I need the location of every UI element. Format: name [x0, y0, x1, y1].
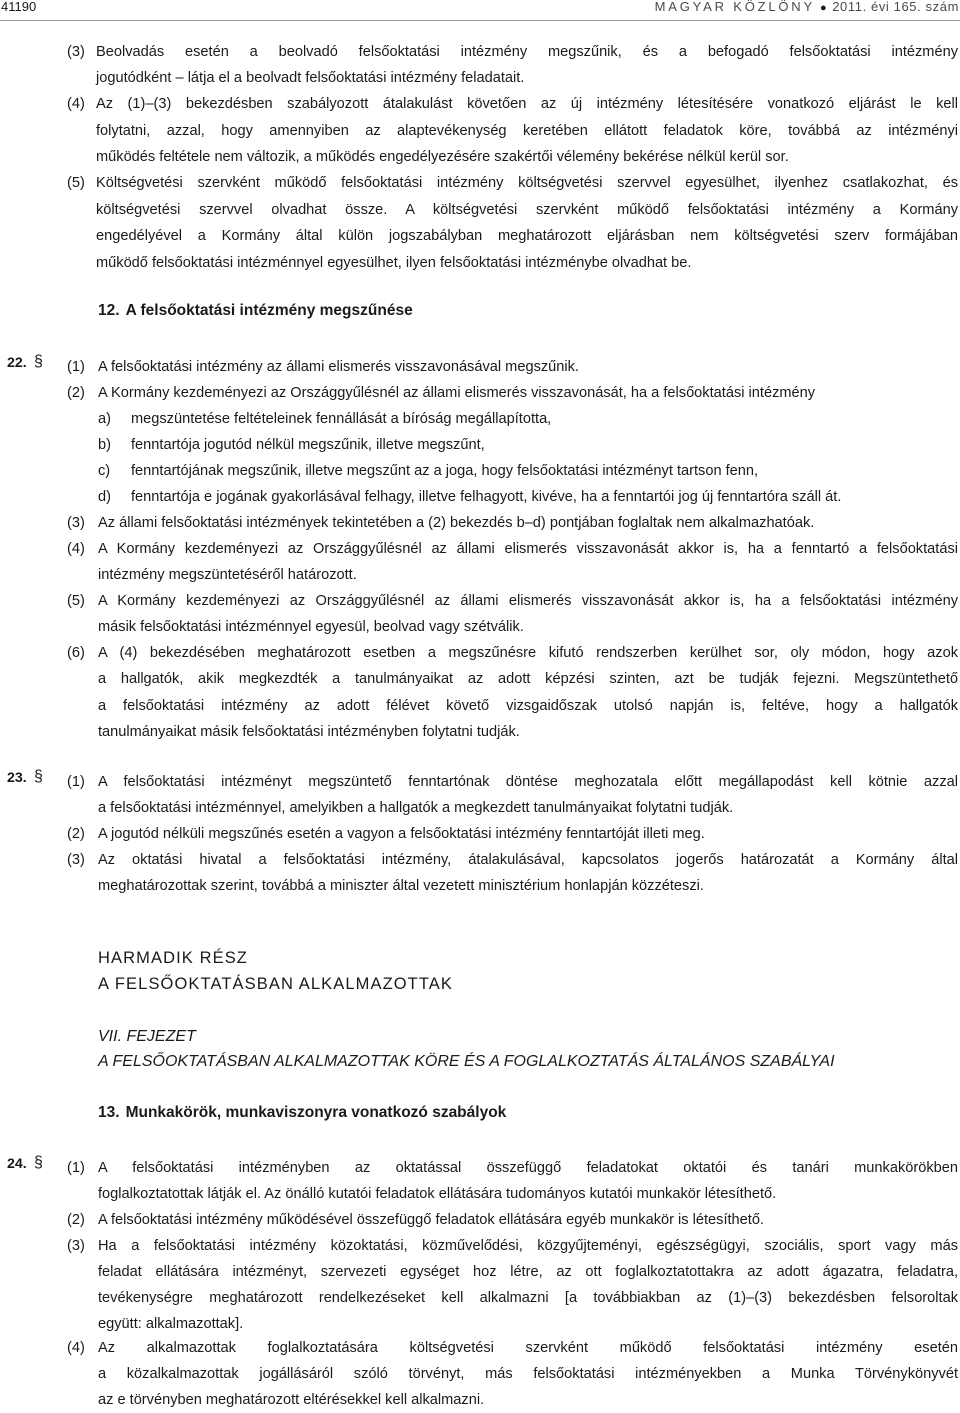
running-title [655, 0, 959, 14]
paragraph-line: A jogutód nélküli megszűnés esetén a vagyon a felsőoktatási intézmény fenntartóját illeti meg. [98, 826, 705, 842]
list-item-text: megszüntetése feltételeinek fennállását a bíróság megállapította, [131, 411, 552, 427]
section-title-12 [98, 302, 413, 320]
paragraph-number: (3) [67, 852, 85, 868]
list-item-text: fenntartója jogutód nélkül megszűnik, illetve megszűnt, [131, 437, 485, 453]
paragraph-line: Beolvadás esetén a beolvadó felsőoktatási intézmény megszűnik, és a befogadó felsőoktatási intézmény [96, 44, 958, 60]
section-sign-icon: § [34, 353, 43, 370]
running-header [0, 0, 960, 16]
list-item-text: fenntartója e jogának gyakorlásával felhagy, illetve felhagyott, kivéve, ha a fenntartói jog új fenntartóra száll át. [131, 489, 842, 505]
paragraph-24-4 [67, 1335, 958, 1413]
list-item [98, 458, 758, 484]
paragraph-number: (3) [67, 1238, 85, 1254]
section-sign-icon: § [34, 768, 43, 785]
paragraph-23-1 [67, 769, 958, 821]
paragraph-line: A felsőoktatási intézményt megszüntető fenntartónak döntése meghozatala előtt megállapodást kell kötnie azzal [98, 774, 958, 790]
list-item-letter: c) [98, 463, 111, 479]
paragraph-number: (6) [67, 645, 85, 661]
paragraph-line: Költségvetési szervként működő felsőoktatási intézmény költségvetési szervvel egyesülhet, ilyenhez csatlakozhat, és [96, 175, 958, 191]
paragraph-line: együtt: alkalmazottak]. [98, 1316, 244, 1332]
paragraph-line: Az állami felsőoktatási intézmények tekintetében a (2) bekezdés b–d) pontjában foglaltak nem alkalmazhatóak. [98, 515, 815, 531]
paragraph-line: működő felsőoktatási intézménnyel egyesülhet, ilyen felsőoktatási intézménybe olvadhat be. [96, 254, 692, 271]
paragraph-number: (4) [67, 1340, 85, 1356]
paragraph-22-6 [67, 640, 958, 745]
section-title-text: Munkakörök, munkaviszonyra vonatkozó szabályok [125, 1104, 507, 1121]
paragraph-line: intézmény megszüntetéséről határozott. [98, 567, 357, 583]
part-heading-number: HARMADIK RÉSZ [98, 949, 248, 967]
paragraph-line: feladat ellátására intézményt, szervezeti egységet hoz létre, az ott foglalkoztatottakra az adott ágazatra, feladatra, [98, 1264, 958, 1280]
list-item [98, 484, 841, 510]
paragraph-line: jogutódként – látja el a beolvadt felsőoktatási intézmény feladatait. [96, 70, 525, 86]
part-heading-title: A FELSŐOKTATÁSBAN ALKALMAZOTTAK [98, 975, 454, 993]
paragraph-line: működés feltétele nem változik, a működés engedélyezésére szakértői vélemény bekérése nélkül kerül sor. [96, 149, 789, 165]
paragraph-24-1 [67, 1155, 958, 1207]
paragraph-number: (2) [67, 385, 85, 401]
issue-label: 2011. évi 165. szám [832, 0, 959, 14]
paragraph-line: az e törvényben meghatározott eltérésekkel kell alkalmazni. [98, 1392, 485, 1408]
paragraph-number: (2) [67, 1212, 85, 1228]
article-label: 24. [7, 1156, 27, 1172]
paragraph-number: (3) [67, 44, 85, 60]
article-label: 23. [7, 770, 27, 786]
list-item-letter: b) [98, 437, 111, 453]
paragraph-line: A (4) bekezdésében meghatározott esetben a megszűnésre kifutó rendszerben kerülhet sor, oly módon, hogy azok [98, 645, 958, 661]
chapter-heading-title: A FELSŐOKTATÁSBAN ALKALMAZOTTAK KÖRE ÉS A FOGLALKOZTATÁS ÁLTALÁNOS SZABÁLYAI [98, 1053, 835, 1070]
paragraph-line: a felsőoktatási intézmény az adott félévet követő vizsgaidőszak utolsó napján is, feltéve, hogy a hallgatók [98, 697, 958, 714]
paragraph-number: (5) [67, 175, 85, 191]
paragraph-22-2 [67, 380, 958, 406]
journal-name: MAGYAR KÖZLÖNY [654, 0, 815, 14]
list-item-letter: d) [98, 489, 111, 505]
page-number: 41190 [1, 0, 37, 14]
paragraph-line: A felsőoktatási intézmény az állami elismerés visszavonásával megszűnik. [98, 359, 579, 375]
paragraph-number: (5) [67, 593, 85, 609]
paragraph-24-3 [67, 1233, 958, 1337]
section-title-13 [98, 1104, 506, 1122]
paragraph-line: A Kormány kezdeményezi az Országgyűlésnél az állami elismerés visszavonását, ha a felsőoktatási intézmény [98, 385, 816, 401]
paragraph-line: Az oktatási hivatal a felsőoktatási intézmény, átalakulásával, kapcsolatos jogerős határozatát a Kormány által [98, 852, 958, 868]
section-number: 13. [98, 1104, 120, 1121]
paragraph-line: tevékenységre meghatározott rendelkezéseket kell alkalmazni [a továbbiakban az (1)–(3) bekezdésben felsoroltak [98, 1290, 958, 1306]
paragraph-number: (2) [67, 826, 85, 842]
paragraph-line: engedélyével a Kormány által külön jogszabályban meghatározott eljárásban nem költségvetési szerv formájában [96, 228, 958, 244]
section-sign-icon: § [34, 1154, 43, 1171]
paragraph-line: a közalkalmazottak jogállásáról szóló törvényt, más felsőoktatási intézményekben a Munka Törvénykönyvét [98, 1366, 958, 1382]
paragraph-line: Ha a felsőoktatási intézmény közoktatási, közművelődési, közgyűjteményi, egészségügyi, szociális, sport vagy más [98, 1238, 958, 1254]
paragraph-22-5 [67, 588, 958, 640]
paragraph-22-3 [67, 510, 958, 536]
paragraph-21-5 [67, 170, 958, 276]
paragraph-line: A Kormány kezdeményezi az Országgyűlésnél az állami elismerés visszavonását akkor is, ha a fenntartó a felsőoktatási [98, 541, 958, 557]
bullet-icon: ● [819, 2, 828, 14]
paragraph-22-4 [67, 536, 958, 588]
paragraph-21-4 [67, 91, 958, 171]
paragraph-23-3 [67, 847, 958, 899]
paragraph-line: a felsőoktatási intézménnyel, amelyikben a hallgatók a megkezdett tanulmányaikat folytatni tudják. [98, 800, 734, 816]
paragraph-number: (3) [67, 515, 85, 531]
paragraph-number: (1) [67, 359, 85, 375]
paragraph-line: tanulmányaikat másik felsőoktatási intézményben folytatni tudják. [98, 723, 520, 740]
paragraph-number: (1) [67, 774, 85, 790]
list-item-text: fenntartójának megszűnik, illetve megszűnt az a joga, hogy felsőoktatási intézményt tartson fenn, [131, 463, 759, 479]
list-item [98, 432, 485, 458]
article-label: 22. [7, 355, 27, 371]
chapter-heading-number: VII. FEJEZET [98, 1028, 196, 1045]
paragraph-number: (4) [67, 96, 85, 112]
paragraph-22-1 [67, 354, 958, 380]
paragraph-21-3 [67, 39, 958, 91]
paragraph-line: másik felsőoktatási intézménnyel egyesül, beolvad vagy szétválik. [98, 619, 524, 635]
list-item [98, 406, 551, 432]
paragraph-line: meghatározottak szerint, továbbá a miniszter által vezetett minisztérium honlapján közzéteszi. [98, 878, 704, 894]
paragraph-line: Az alkalmazottak foglalkoztatására költségvetési szervként működő felsőoktatási intézmény esetén [98, 1340, 958, 1356]
section-number: 12. [98, 302, 120, 319]
paragraph-number: (4) [67, 541, 85, 557]
paragraph-line: foglalkoztatottak látják el. Az önálló kutatói feladatok ellátására tudományos kutatói munkakör létesíthető. [98, 1186, 777, 1202]
paragraph-number: (1) [67, 1160, 85, 1176]
list-item-letter: a) [98, 411, 111, 427]
paragraph-line: A felsőoktatási intézményben az oktatással összefüggő feladatokat oktatói és tanári munkakörökben [98, 1160, 958, 1176]
paragraph-23-2 [67, 821, 958, 847]
header-rule [0, 20, 960, 21]
paragraph-line: a hallgatók, akik megkezdték a tanulmányaikat az adott képzési szinten, azt be tudják fejezni. Megszüntethető [98, 671, 958, 688]
section-title-text: A felsőoktatási intézmény megszűnése [125, 302, 413, 319]
paragraph-line: A felsőoktatási intézmény működésével összefüggő feladatok ellátására egyéb munkakör is létesíthető. [98, 1212, 765, 1228]
paragraph-line: költségvetési szervvel olvadhat össze. A költségvetési szervként működő felsőoktatási intézmény a Kormány [96, 201, 958, 218]
paragraph-line: Az (1)–(3) bekezdésben szabályozott átalakulást követően az új intézmény létesítésére vonatkozó eljárást le kell [96, 96, 958, 112]
paragraph-line: folytatni, azzal, hogy amennyiben az alaptevékenység keretében ellátott feladatok köre, továbbá az intézményi [96, 122, 958, 139]
paragraph-24-2 [67, 1207, 958, 1233]
paragraph-line: A Kormány kezdeményezi az Országgyűlésnél az állami elismerés visszavonását akkor is, ha a felsőoktatási intézmény [98, 593, 958, 609]
